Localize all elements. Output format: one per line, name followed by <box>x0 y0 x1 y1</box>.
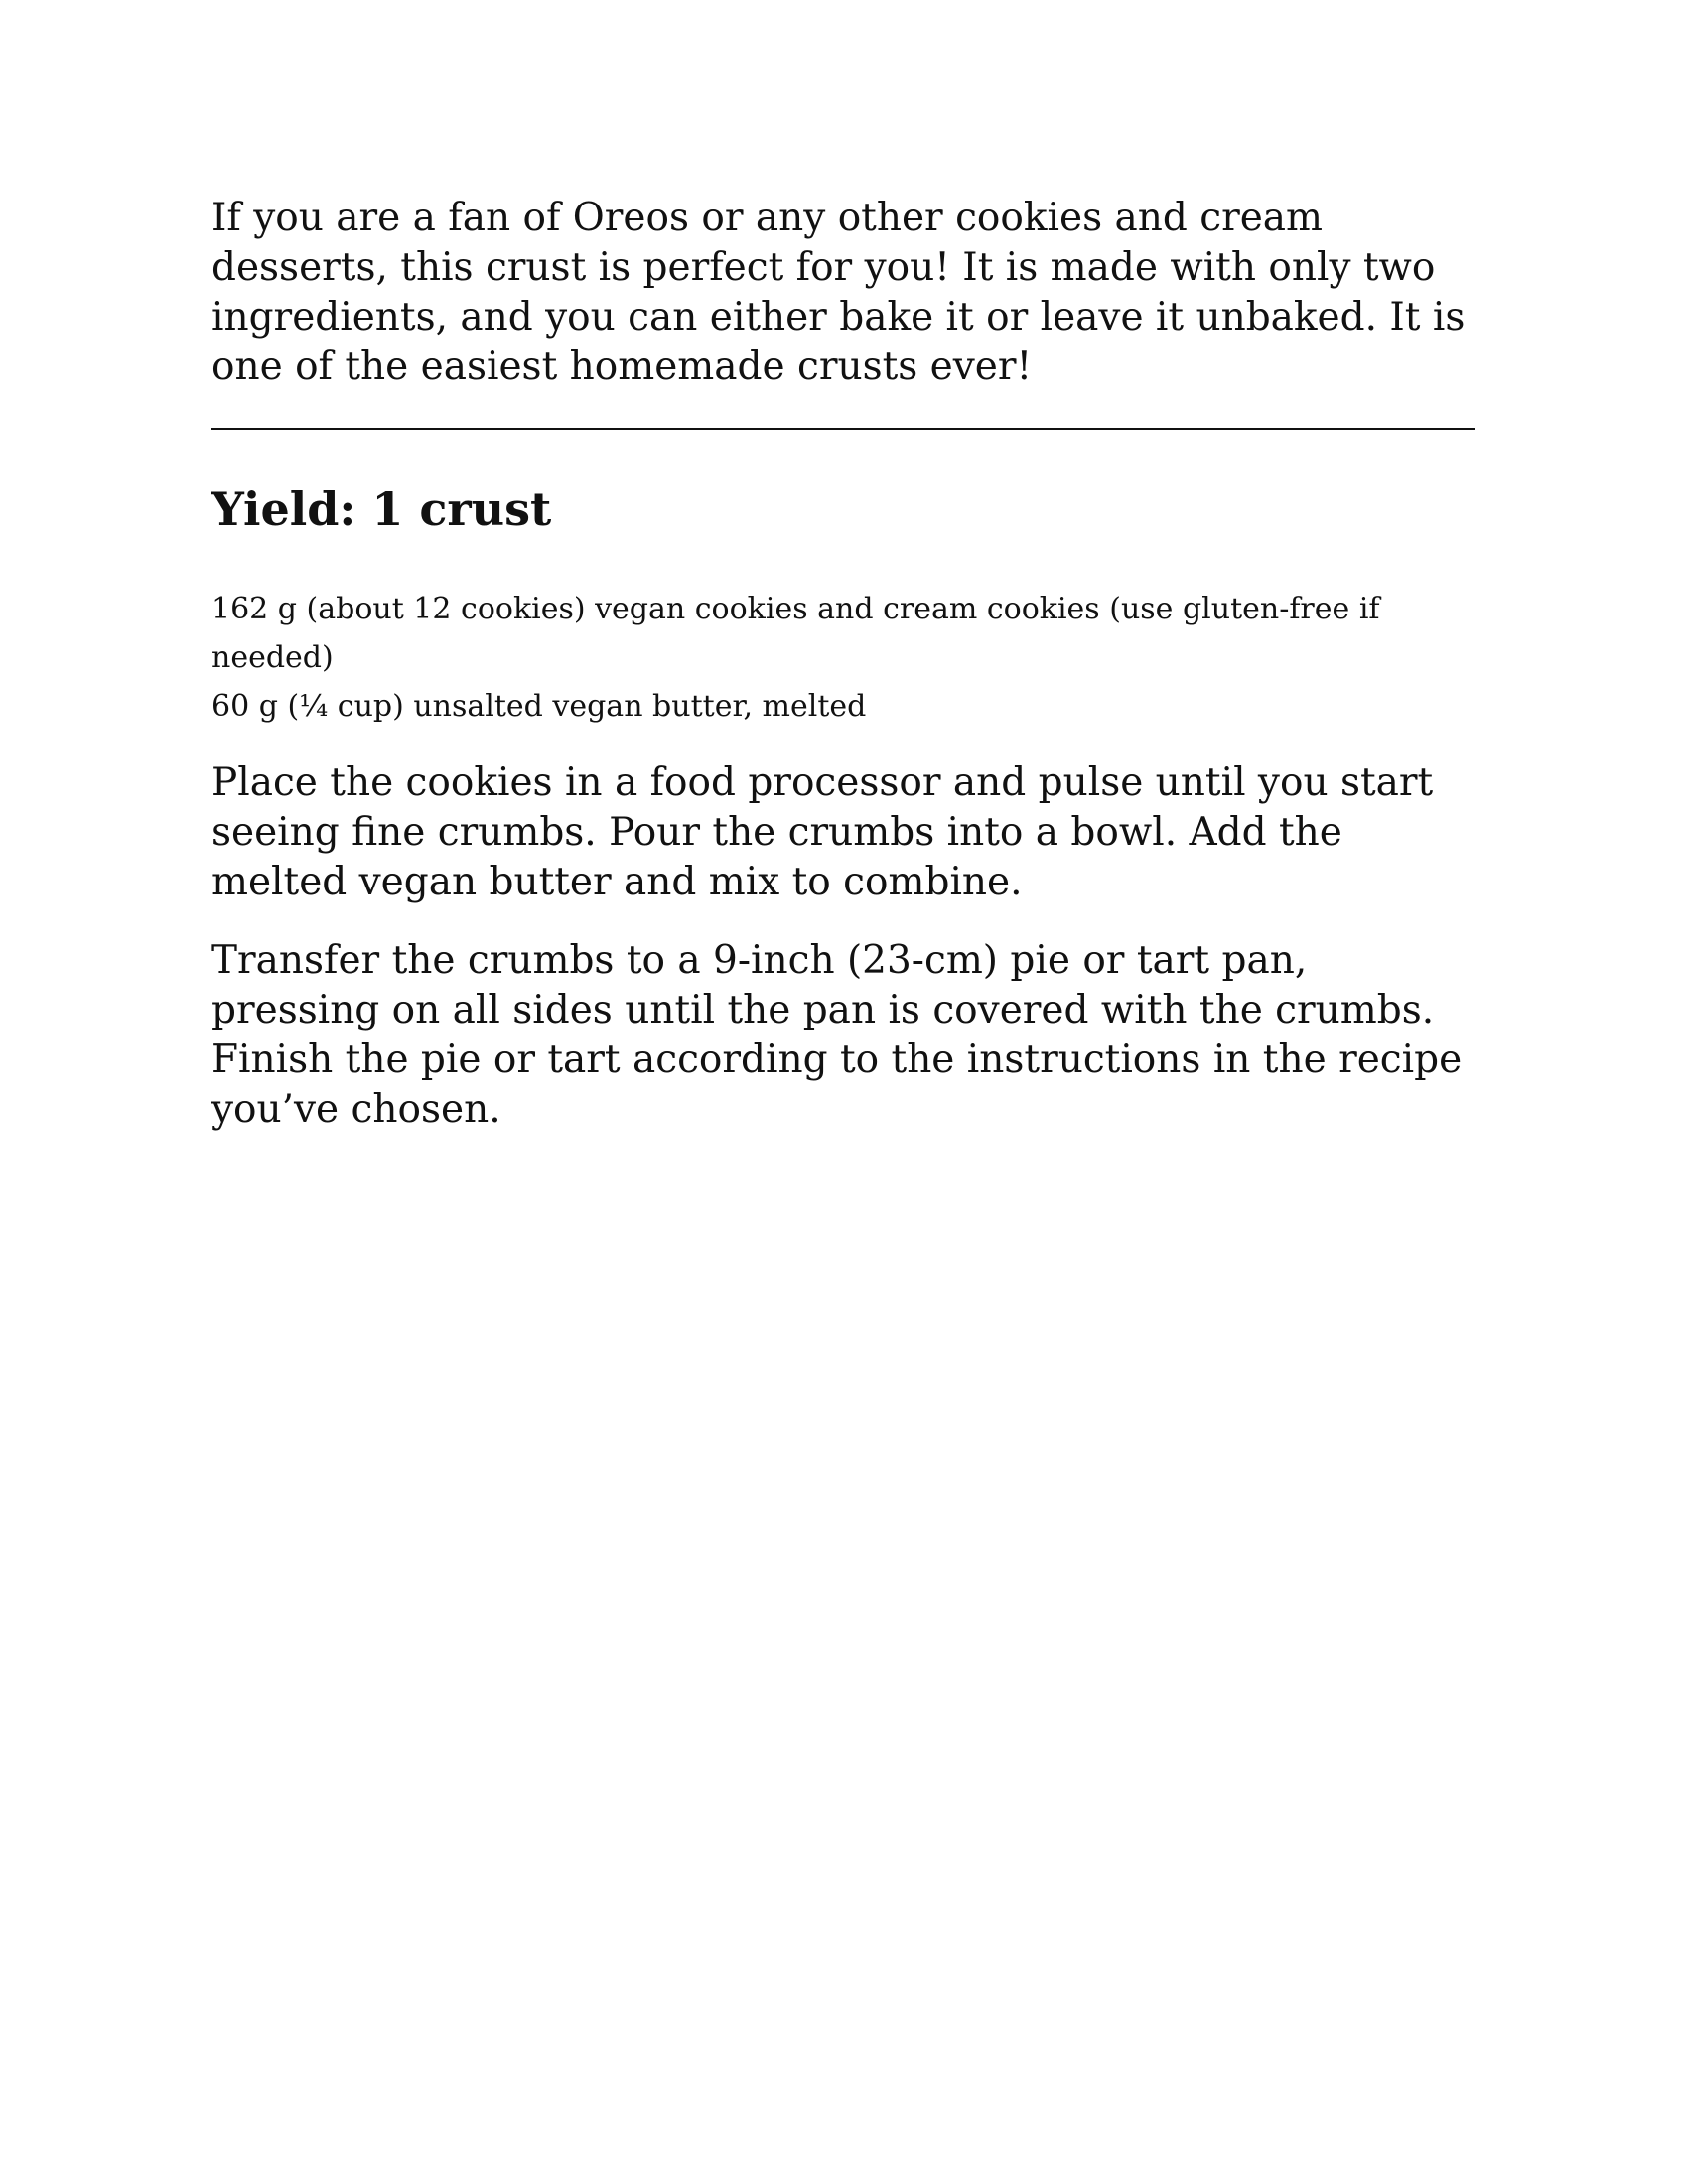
ingredient-list <box>211 585 1475 731</box>
instruction-step: Transfer the crumbs to a 9-inch (23-cm) pie or tart pan, pressing on all sides until the pan is covered with the crumbs. Finish the pie or tart according to the instructions in the recipe you’ve chosen. <box>211 938 1463 1132</box>
ingredient-item: 60 g (¼ cup) unsalted vegan butter, melted <box>211 689 867 724</box>
section-divider <box>211 428 1475 430</box>
ingredient-item: 162 g (about 12 cookies) vegan cookies and cream cookies (use gluten-free if needed) <box>211 592 1380 675</box>
intro-paragraph: If you are a fan of Oreos or any other cookies and cream desserts, this crust is perfect for you! It is made with only two ingredients, and you can either bake it or leave it unbaked. It is one of the easiest homemade crusts ever! <box>211 196 1466 389</box>
yield-heading: Yield: 1 crust <box>211 482 552 536</box>
instruction-step: Place the cookies in a food processor and pulse until you start seeing fine crumbs. Pour the crumbs into a bowl. Add the melted vegan butter and mix to combine. <box>211 760 1434 904</box>
recipe-page <box>211 194 1475 1135</box>
